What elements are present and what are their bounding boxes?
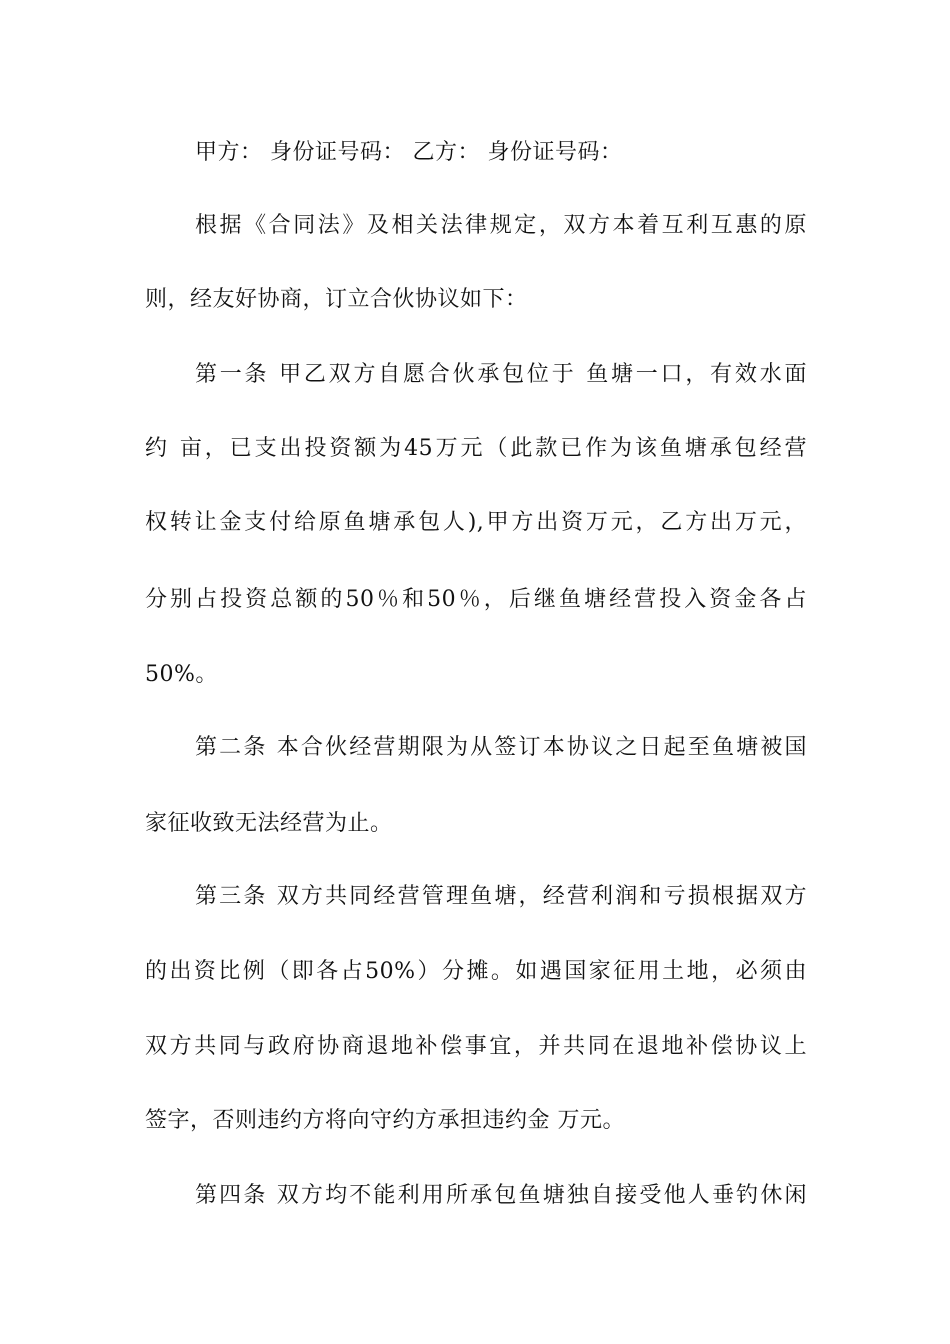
article-3-line-4: 签字，否则违约方将向守约方承担违约金 万元。: [145, 1108, 625, 1133]
article-1-line-3: 权转让金支付给原鱼塘承包人),甲方出资万元，乙方出万元，: [145, 510, 807, 535]
article-4-line-1: 第四条 双方均不能利用所承包鱼塘独自接受他人垂钓休闲: [195, 1183, 807, 1208]
preamble-line-2: 则，经友好协商，订立合伙协议如下：: [145, 287, 528, 312]
article-1-line-5: 50%。: [145, 662, 218, 687]
article-3-line-3: 双方共同与政府协商退地补偿事宜，并共同在退地补偿协议上: [145, 1034, 807, 1059]
article-3-line-2: 的出资比例（即各占50%）分摊。如遇国家征用土地，必须由: [145, 959, 807, 984]
article-3-line-1: 第三条 双方共同经营管理鱼塘，经营利润和亏损根据双方: [195, 884, 807, 909]
party-identification-line: 甲方： 身份证号码： 乙方： 身份证号码：: [195, 140, 623, 165]
article-2-line-2: 家征收致无法经营为止。: [145, 811, 393, 836]
article-1-line-1: 第一条 甲乙双方自愿合伙承包位于 鱼塘一口，有效水面: [195, 362, 807, 387]
article-2-line-1: 第二条 本合伙经营期限为从签订本协议之日起至鱼塘被国: [195, 735, 807, 760]
article-1-line-4: 分别占投资总额的50％和50％，后继鱼塘经营投入资金各占: [145, 587, 807, 612]
article-1-line-2: 约 亩，已支出投资额为45万元（此款已作为该鱼塘承包经营: [145, 436, 807, 461]
preamble-line-1: 根据《合同法》及相关法律规定，双方本着互利互惠的原: [195, 213, 807, 238]
